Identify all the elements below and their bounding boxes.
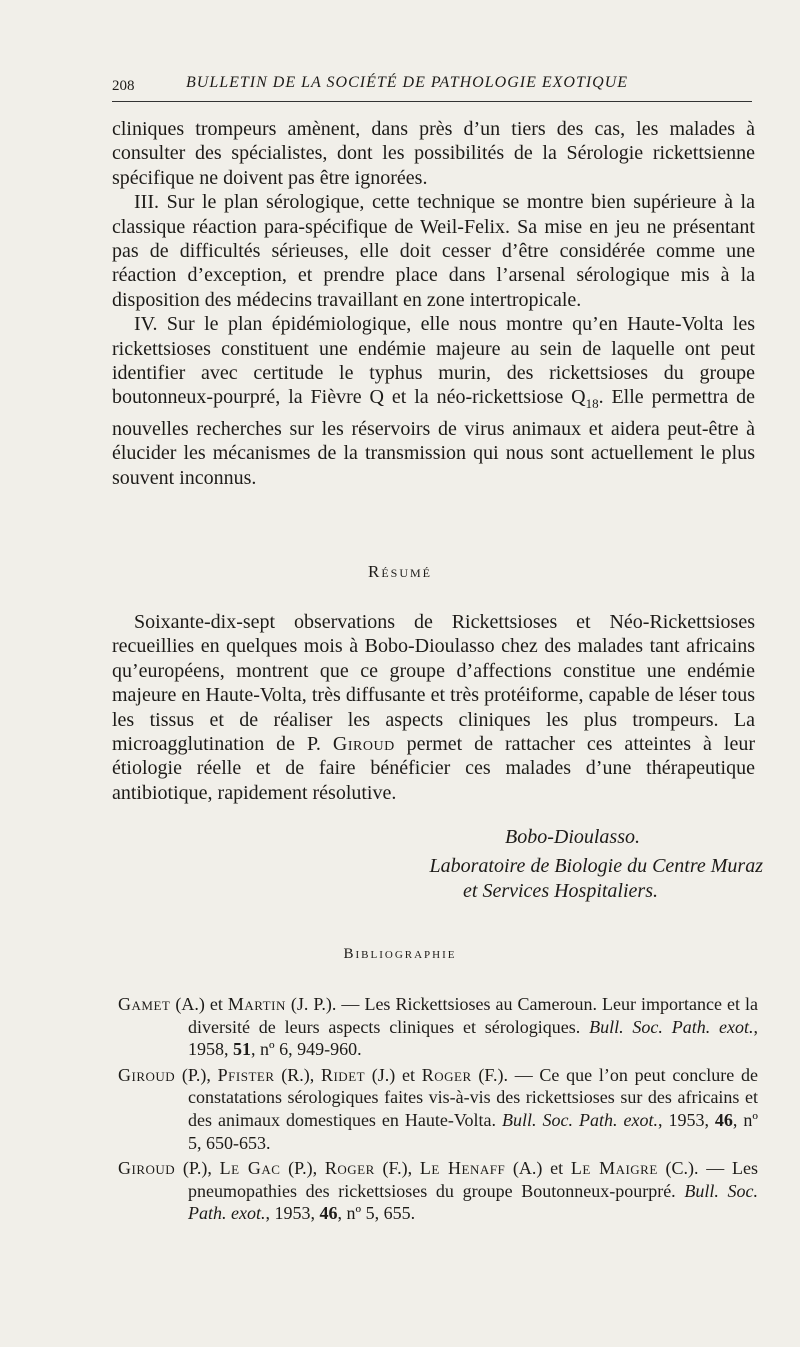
ref-journal: Bull. Soc. Path. exot.: [188, 1180, 758, 1224]
ref-author: Le Henaff: [419, 1158, 506, 1179]
ref-volume: 46: [319, 1203, 338, 1224]
ref-journal: Bull. Soc. Path. exot.: [589, 1016, 754, 1037]
ref-text: (J. P.). — Les Rickettsioses au Cameroun. Leur importance et la diversité de leurs aspects cliniques et sérologiques.: [188, 994, 758, 1037]
ref-journal: Bull. Soc. Path. exot.: [502, 1109, 658, 1130]
ref-text: (P.),: [175, 1064, 218, 1085]
ref-text: (F.). — Ce que l’on peut conclure de constatations sérologiques faites vis-à-vis des rickettsioses sur des africains et des animaux domestiques en Haute-Volta.: [188, 1064, 759, 1130]
resume-text: [112, 610, 755, 805]
paragraph-3-part-b: . Elle permettra de nouvelles recherches sur les réservoirs de virus animaux et aidera peut-être à élucider les mécanismes de la transmission qui nous sont actuellement le plus souvent inconnus.: [112, 386, 755, 489]
ref-author: Martin: [227, 994, 286, 1014]
resume-part-b: permet de rattacher ces atteintes à leur étiologie réelle et de faire bénéficier ces malades d’une thérapeutique antibiotique, rapidement résolutive.: [112, 733, 755, 804]
ref-text: (A.) et: [505, 1158, 571, 1179]
reference-item: [118, 993, 758, 1061]
subscript-18: 18: [585, 396, 599, 412]
header-rule: [112, 101, 752, 102]
reference-item: [118, 1064, 758, 1154]
paragraph-3-part-a: IV. Sur le plan épidémiologique, elle nous montre qu’en Haute-Volta les rickettsioses constituent une endémie majeure au sein de laquelle ont peut identifier avec certitude le typhus murin, des rickettsioses du groupe boutonneux-pourpré, la Fièvre Q et la néo-rickettsiose Q: [112, 313, 755, 409]
resume-paragraph: [112, 610, 755, 805]
journal-title: BULLETIN DE LA SOCIÉTÉ DE PATHOLOGIE EXOTIQUE: [186, 74, 629, 91]
resume-author: Giroud: [332, 733, 395, 756]
ref-text: , nº 6, 949-960.: [251, 1039, 362, 1060]
ref-text: (P.),: [280, 1158, 325, 1179]
ref-text: (P.),: [175, 1158, 220, 1179]
ref-text: , 1953,: [265, 1203, 320, 1224]
ref-text: (R.),: [274, 1064, 321, 1085]
ref-text: (F.),: [374, 1158, 420, 1179]
ref-author: Giroud: [118, 1158, 176, 1179]
ref-author: Giroud: [118, 1064, 176, 1085]
signature-city: Bobo-Dioulasso.: [505, 826, 640, 848]
resume-part-a: Soixante-dix-sept observations de Rickettsioses et Néo-Rickettsioses recueillies en quelques mois à Bobo-Dioulasso chez des malades tant africains qu’européens, montrent que ce groupe d’affections constitue une endémie majeure en Haute-Volta, très diffusante et très protéiforme, capable de léser tous les tissus et de réaliser les aspects cliniques les plus trompeurs. La microagglutination de P.: [112, 611, 755, 756]
paragraph-3: [112, 312, 755, 490]
ref-author: Roger: [324, 1158, 375, 1179]
ref-text: , 1953,: [657, 1109, 715, 1130]
paragraph-1: cliniques trompeurs amènent, dans près d’un tiers des cas, les malades à consulter des spécialistes, dont les possibilités de la Sérologie rickettsienne spécifique ne doivent pas être ignorées.: [112, 118, 755, 189]
ref-author: Le Maigre: [570, 1158, 658, 1179]
main-text: [112, 117, 755, 490]
resume-heading: Résumé: [367, 562, 432, 581]
ref-author: Gamet: [118, 994, 171, 1014]
signature-services: et Services Hospitaliers.: [463, 880, 658, 902]
ref-author: Ridet: [320, 1064, 366, 1085]
ref-author: Roger: [421, 1064, 472, 1085]
reference-list: [118, 993, 758, 1228]
ref-text: , nº 5, 650-653.: [188, 1109, 758, 1153]
ref-volume: 46: [714, 1109, 733, 1130]
ref-author: Le Gac: [219, 1158, 281, 1179]
bibliography-heading: Bibliographie: [343, 946, 457, 962]
ref-text: (C.). — Les pneumopathies des rickettsioses du groupe Boutonneux-pourpré.: [188, 1158, 758, 1201]
ref-text: (J.) et: [365, 1064, 422, 1085]
signature-lab: Laboratoire de Biologie du Centre Muraz: [429, 855, 763, 877]
ref-text: (A.) et: [170, 994, 228, 1014]
ref-volume: 51: [233, 1039, 251, 1060]
ref-text: , 1958,: [188, 1016, 758, 1060]
reference-item: [118, 1157, 758, 1225]
ref-text: , nº 5, 655.: [337, 1203, 416, 1224]
ref-author: Pfister: [217, 1064, 275, 1085]
paragraph-2: III. Sur le plan sérologique, cette technique se montre bien supérieure à la classique réaction para-spécifique de Weil-Felix. Sa mise en jeu ne présentant pas de difficultés sérieuses, elle doit cesser d’être considérée comme une réaction d’exception, et prendre place dans l’arsenal sérologique mis à la disposition des médecins travaillant en zone intertropicale.: [112, 191, 755, 311]
page-number: 208: [112, 78, 135, 94]
